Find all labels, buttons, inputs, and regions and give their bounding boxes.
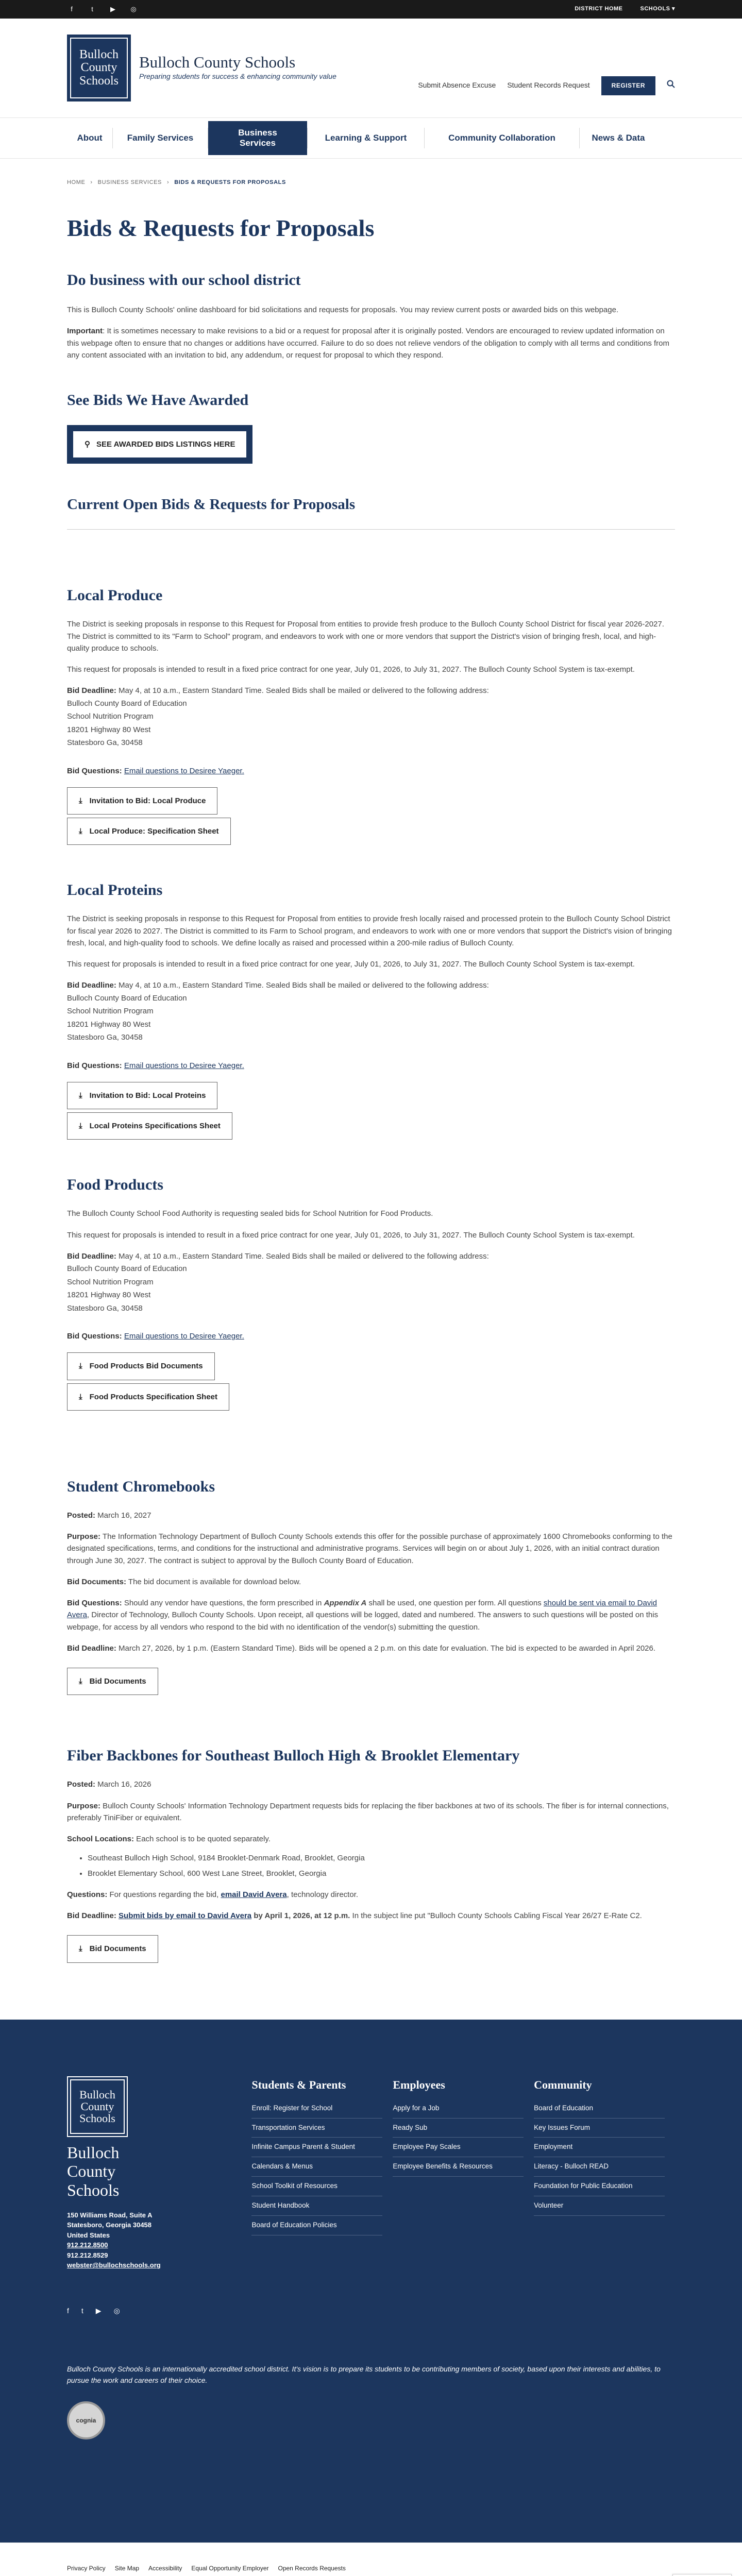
absence-excuse-link[interactable]: Submit Absence Excuse xyxy=(418,81,496,90)
download-button[interactable]: ⤓ Bid Documents xyxy=(67,1935,158,1962)
privacy-link[interactable]: Privacy Policy xyxy=(67,2565,106,2572)
bid-student-chromebooks: Student Chromebooks Posted: March 16, 2027 Purpose: The Information Technology Department of Bulloch County Schools extends this offer for the possible purchase of approximately 1600 Chromebooks conforming to the designated specifications, terms, and conditions for the instructional and administrative programs. Services will begin on or about July 1, 2026, with an initial contract duration through June 30, 2027. The contract is subject to approval by the Bulloch County Board of Education. Bid Documents: The bid document is available for download below. Bid Questions: Should any vendor have questions, the form prescribed in Appendix A shall be used, one question per form. All questions should be sent via email to David Avera, Director of Technology, Bulloch County Schools. Upon receipt, all questions will be logged, dated and numbered. The answers to such questions will be posted on this webpage, for access by all vendors who respond to the bid with no identification of the vendor(s) submitting the question. Bid Deadline: March 27, 2026, by 1 p.m. (Eastern Standard Time). Bids will be opened a 2 p.m. on this date for evaluation. The bid is expected to be awarded in April 2026. ⤓ Bid Documents xyxy=(67,1478,675,1696)
bid-title: Local Proteins xyxy=(67,882,163,899)
download-icon: ⤓ xyxy=(79,1944,82,1954)
download-button[interactable]: ⤓ Food Products Bid Documents xyxy=(67,1352,215,1380)
download-icon: ⤓ xyxy=(79,827,82,836)
site-header xyxy=(0,19,742,117)
email-questions-link[interactable]: Email questions to Desiree Yaeger. xyxy=(124,1061,244,1070)
download-icon: ⤓ xyxy=(79,1091,82,1100)
intro-heading: Do business with our school district xyxy=(67,272,301,289)
tagline: Preparing students for success & enhancing community value xyxy=(139,72,336,81)
district-logo[interactable]: Bulloch County Schools xyxy=(67,35,131,101)
footer-link[interactable]: Board of Education Policies xyxy=(251,2216,382,2235)
download-icon: ⤓ xyxy=(79,1677,82,1686)
breadcrumb-current: BIDS & REQUESTS FOR PROPOSALS xyxy=(174,179,286,185)
youtube-icon[interactable]: ▶ xyxy=(95,2306,102,2315)
awarded-heading: See Bids We Have Awarded xyxy=(67,392,249,409)
phone-link[interactable]: 912.212.8500 xyxy=(67,2241,108,2249)
download-icon: ⤓ xyxy=(79,1122,82,1131)
language-selector[interactable] xyxy=(672,2574,732,2576)
page-title: Bids & Requests for Proposals xyxy=(67,215,375,242)
footer-bottom xyxy=(0,2543,742,2576)
footer-address: 150 Williams Road, Suite A Statesboro, Georgia 30458 United States 912.212.8500 912.212.8529 webster@bullochschools.org xyxy=(67,2210,251,2270)
download-button[interactable]: ⤓ Local Produce: Specification Sheet xyxy=(67,818,231,845)
link-icon: ⚲ xyxy=(85,440,96,449)
accreditation-statement: Bulloch County Schools is an internationally accredited school district. It's vision is to prepare its students to be contributing members of society, based upon their interests and abilities, to pursue the work and careers of their choice. xyxy=(67,2364,661,2384)
cognia-seal: cognia xyxy=(67,2401,105,2439)
student-records-link[interactable]: Student Records Request xyxy=(507,81,590,90)
instagram-icon[interactable]: ◎ xyxy=(130,5,137,13)
footer-link[interactable]: Employee Benefits & Resources xyxy=(393,2157,524,2177)
bid-local-proteins: Local Proteins The District is seeking proposals in response to this Request for Proposal from entities to provide fresh locally raised and processed protein to the Bulloch County School District for fiscal year 2026 to 2027. The District is committed to its Farm to School program, and endeavors to work with one or more vendors that support the District's vision of bringing fresh, local, and high-quality food to schools. We define locally as raised and processed within a 200-mile radius of Bulloch County. This request for proposals is intended to result in a fixed price contract for one year, July 01, 2026, to July 31, 2027. The Bulloch County School System is tax-exempt. Bid Deadline: May 4, at 10 a.m., Eastern Standard Time. Sealed Bids shall be mailed or delivered to the following address: Bulloch County Board of Education School Nutrition Program 18201 Highway 80 West Statesboro Ga, 30458 Bid Questions: Email questions to Desiree Yaeger. ⤓ Invitation to Bid: Local Proteins ⤓ Local Proteins Specifications Sheet xyxy=(67,881,675,1140)
email-questions-link[interactable]: Email questions to Desiree Yaeger. xyxy=(124,1332,244,1341)
important-note: Important: It is sometimes necessary to make revisions to a bid or a request for proposal after it is originally posted. Vendors are encouraged to review updated information on this webpage often to ensure that no changes or additions have occurred. Failure to do so does not relieve vendors of the obligation to comply with all terms and conditions from any content associated with an invitation to bid, any addendum, or request for proposal to which they respond. xyxy=(67,327,670,360)
sitemap-link[interactable]: Site Map xyxy=(114,2565,140,2572)
footer-col-community: Community Board of Education Key Issues Forum Employment Literacy - Bulloch READ Foundation for Public Education Volunteer xyxy=(534,2076,675,2317)
download-icon: ⤓ xyxy=(79,1392,82,1401)
facebook-icon[interactable]: f xyxy=(67,2306,69,2315)
breadcrumb-business-services[interactable]: BUSINESS SERVICES xyxy=(97,179,162,185)
nav-news-data[interactable]: News & Data xyxy=(592,133,645,143)
bid-food-products: Food Products The Bulloch County School Food Authority is requesting sealed bids for School Nutrition for Food Products. This request for proposals is intended to result in a fixed price contract for one year, July 01, 2026, to July 31, 2027. The Bulloch County School System is tax-exempt. Bid Deadline: May 4, at 10 a.m., Eastern Standard Time. Sealed Bids shall be mailed or delivered to the following address: Bulloch County Board of Education School Nutrition Program 18201 Highway 80 West Statesboro Ga, 30458 Bid Questions: Email questions to Desiree Yaeger. ⤓ Food Products Bid Documents ⤓ Food Products Specification Sheet xyxy=(67,1176,675,1411)
mailing-address: Bulloch County Board of Education School Nutrition Program 18201 Highway 80 West Statesboro Ga, 30458 xyxy=(67,699,187,748)
twitter-icon[interactable]: t xyxy=(81,2306,83,2315)
nav-business-services[interactable]: Business Services xyxy=(208,121,307,155)
footer-link[interactable]: School Toolkit of Resources xyxy=(251,2177,382,2196)
footer-link[interactable]: Key Issues Forum xyxy=(534,2119,665,2138)
footer-col-employees: Employees Apply for a Job Ready Sub Employee Pay Scales Employee Benefits & Resources xyxy=(393,2076,534,2317)
footer-link[interactable]: Board of Education xyxy=(534,2099,665,2119)
download-icon: ⤓ xyxy=(79,1362,82,1371)
utility-bar xyxy=(0,0,742,19)
mailing-address: Bulloch County Board of Education School Nutrition Program 18201 Highway 80 West Statesboro Ga, 30458 xyxy=(67,993,187,1042)
list-item: • Brooklet Elementary School, 600 West Lane Street, Brooklet, Georgia xyxy=(88,1868,675,1879)
bid-fiber-backbones: Fiber Backbones for Southeast Bulloch High & Brooklet Elementary Posted: March 16, 2026 Purpose: Bulloch County Schools' Information Technology Department requests bids for replacing the fiber backbones at two of its schools. The fiber is for internal connections, preferably TiniFiber or equivalent. School Locations: Each school is to be quoted separately. • Southeast Bulloch High School, 9184 Brooklet-Denmark Road, Brooklet, Georgia • Brooklet Elementary School, 600 West Lane Street, Brooklet, Georgia Questions: For questions regarding the bid, email David Avera, technology director. Bid Deadline: Submit bids by email to David Avera by April 1, 2026, at 12 p.m. In the subject line put "Bulloch County Schools Cabling Fiscal Year 26/27 E-Rate C2. ⤓ Bid Documents xyxy=(67,1747,675,1962)
footer-col-students-parents: Students & Parents Enroll: Register for School Transportation Services Infinite Campus Parent & Student Calendars & Menus School Toolkit of Resources Student Handbook Board of Education Policies xyxy=(251,2076,393,2317)
facebook-icon[interactable]: f xyxy=(71,5,73,13)
awarded-bids-button[interactable]: ⚲ SEE AWARDED BIDS LISTINGS HERE xyxy=(67,425,252,464)
footer-link[interactable]: Apply for a Job xyxy=(393,2099,524,2119)
bid-title: Fiber Backbones for Southeast Bulloch High & Brooklet Elementary xyxy=(67,1747,520,1765)
main-content xyxy=(0,178,742,1963)
footer-link[interactable]: Enroll: Register for School xyxy=(251,2099,382,2119)
footer-link[interactable]: Literacy - Bulloch READ xyxy=(534,2157,665,2177)
youtube-icon[interactable]: ▶ xyxy=(110,5,115,13)
nav-family-services[interactable]: Family Services xyxy=(127,133,194,143)
footer-link[interactable]: Employee Pay Scales xyxy=(393,2138,524,2157)
accessibility-link[interactable]: Accessibility xyxy=(148,2565,182,2572)
submit-bids-email-link[interactable]: Submit bids by email to David Avera xyxy=(119,1911,252,1921)
intro-text: This is Bulloch County Schools' online dashboard for bid solicitations and requests for proposals. You may review current posts or awarded bids on this webpage. xyxy=(67,306,619,315)
footer-link[interactable]: Infinite Campus Parent & Student xyxy=(251,2138,382,2157)
download-button[interactable]: ⤓ Local Proteins Specifications Sheet xyxy=(67,1112,232,1140)
breadcrumb: HOME › BUSINESS SERVICES › BIDS & REQUESTS FOR PROPOSALS xyxy=(67,178,675,187)
email-link[interactable]: webster@bullochschools.org xyxy=(67,2261,161,2269)
footer-link[interactable]: Foundation for Public Education xyxy=(534,2177,665,2196)
footer-link[interactable]: Employment xyxy=(534,2138,665,2157)
bid-title: Local Produce xyxy=(67,587,163,604)
nav-about[interactable]: About xyxy=(77,133,103,143)
nav-community-collaboration[interactable]: Community Collaboration xyxy=(448,133,555,143)
brand xyxy=(139,54,336,82)
bid-local-produce: Local Produce The District is seeking proposals in response to this Request for Proposal from entities to provide fresh produce to the Bulloch County School District for fiscal year 2026-2027. The District is committed to its "Farm to School" program, and endeavors to work with one or more vendors that support the District's vision of bringing fresh, local, and high-quality produce to schools. This request for proposals is intended to result in a fixed price contract for one year, July 01, 2026, to July 31, 2027. The Bulloch County School System is tax-exempt. Bid Deadline: May 4, at 10 a.m., Eastern Standard Time. Sealed Bids shall be mailed or delivered to the following address: Bulloch County Board of Education School Nutrition Program 18201 Highway 80 West Statesboro Ga, 30458 Bid Questions: Email questions to Desiree Yaeger. ⤓ Invitation to Bid: Local Produce ⤓ Local Produce: Specification Sheet xyxy=(67,586,675,845)
site-name[interactable]: Bulloch County Schools xyxy=(139,53,296,72)
eoe-link[interactable]: Equal Opportunity Employer xyxy=(191,2565,269,2572)
footer-link[interactable]: Student Handbook xyxy=(251,2196,382,2216)
schools-dropdown[interactable]: SCHOOLS ▾ xyxy=(640,6,675,12)
footer-logo[interactable]: Bulloch County Schools xyxy=(67,2076,128,2137)
download-button[interactable]: ⤓ Invitation to Bid: Local Produce xyxy=(67,787,217,815)
footer-name: Bulloch County Schools xyxy=(67,2143,120,2200)
footer-link[interactable]: Volunteer xyxy=(534,2196,665,2216)
download-icon: ⤓ xyxy=(79,796,82,805)
twitter-icon[interactable]: t xyxy=(91,5,93,13)
main-nav xyxy=(0,117,742,159)
open-records-link[interactable]: Open Records Requests xyxy=(278,2565,346,2572)
footer-link[interactable]: Transportation Services xyxy=(251,2119,382,2138)
bid-title: Food Products xyxy=(67,1176,163,1194)
list-item: • Southeast Bulloch High School, 9184 Brooklet-Denmark Road, Brooklet, Georgia xyxy=(88,1852,675,1864)
footer-link[interactable]: Calendars & Menus xyxy=(251,2157,382,2177)
email-david-avera-link[interactable]: should be sent via email to David Avera xyxy=(67,1599,657,1620)
divider xyxy=(67,529,675,530)
email-david-avera-link[interactable]: email David Avera xyxy=(221,1890,287,1899)
district-home-link[interactable]: DISTRICT HOME xyxy=(575,6,623,12)
mailing-address: Bulloch County Board of Education School Nutrition Program 18201 Highway 80 West Statesboro Ga, 30458 xyxy=(67,1264,187,1313)
nav-learning-support[interactable]: Learning & Support xyxy=(325,133,407,143)
download-button[interactable]: ⤓ Bid Documents xyxy=(67,1668,158,1695)
register-button[interactable]: REGISTER xyxy=(601,76,655,95)
bid-title: Student Chromebooks xyxy=(67,1478,215,1495)
email-questions-link[interactable]: Email questions to Desiree Yaeger. xyxy=(124,766,244,775)
search-icon[interactable] xyxy=(667,80,675,92)
site-footer xyxy=(0,2020,742,2576)
download-button[interactable]: ⤓ Invitation to Bid: Local Proteins xyxy=(67,1082,217,1109)
current-bids-heading: Current Open Bids & Requests for Proposals xyxy=(67,496,356,513)
instagram-icon[interactable]: ◎ xyxy=(113,2306,120,2315)
footer-link[interactable]: Ready Sub xyxy=(393,2119,524,2138)
download-button[interactable]: ⤓ Food Products Specification Sheet xyxy=(67,1383,229,1411)
footer-social xyxy=(67,2306,251,2317)
breadcrumb-home[interactable]: HOME xyxy=(67,179,86,185)
school-locations xyxy=(88,1852,675,1879)
